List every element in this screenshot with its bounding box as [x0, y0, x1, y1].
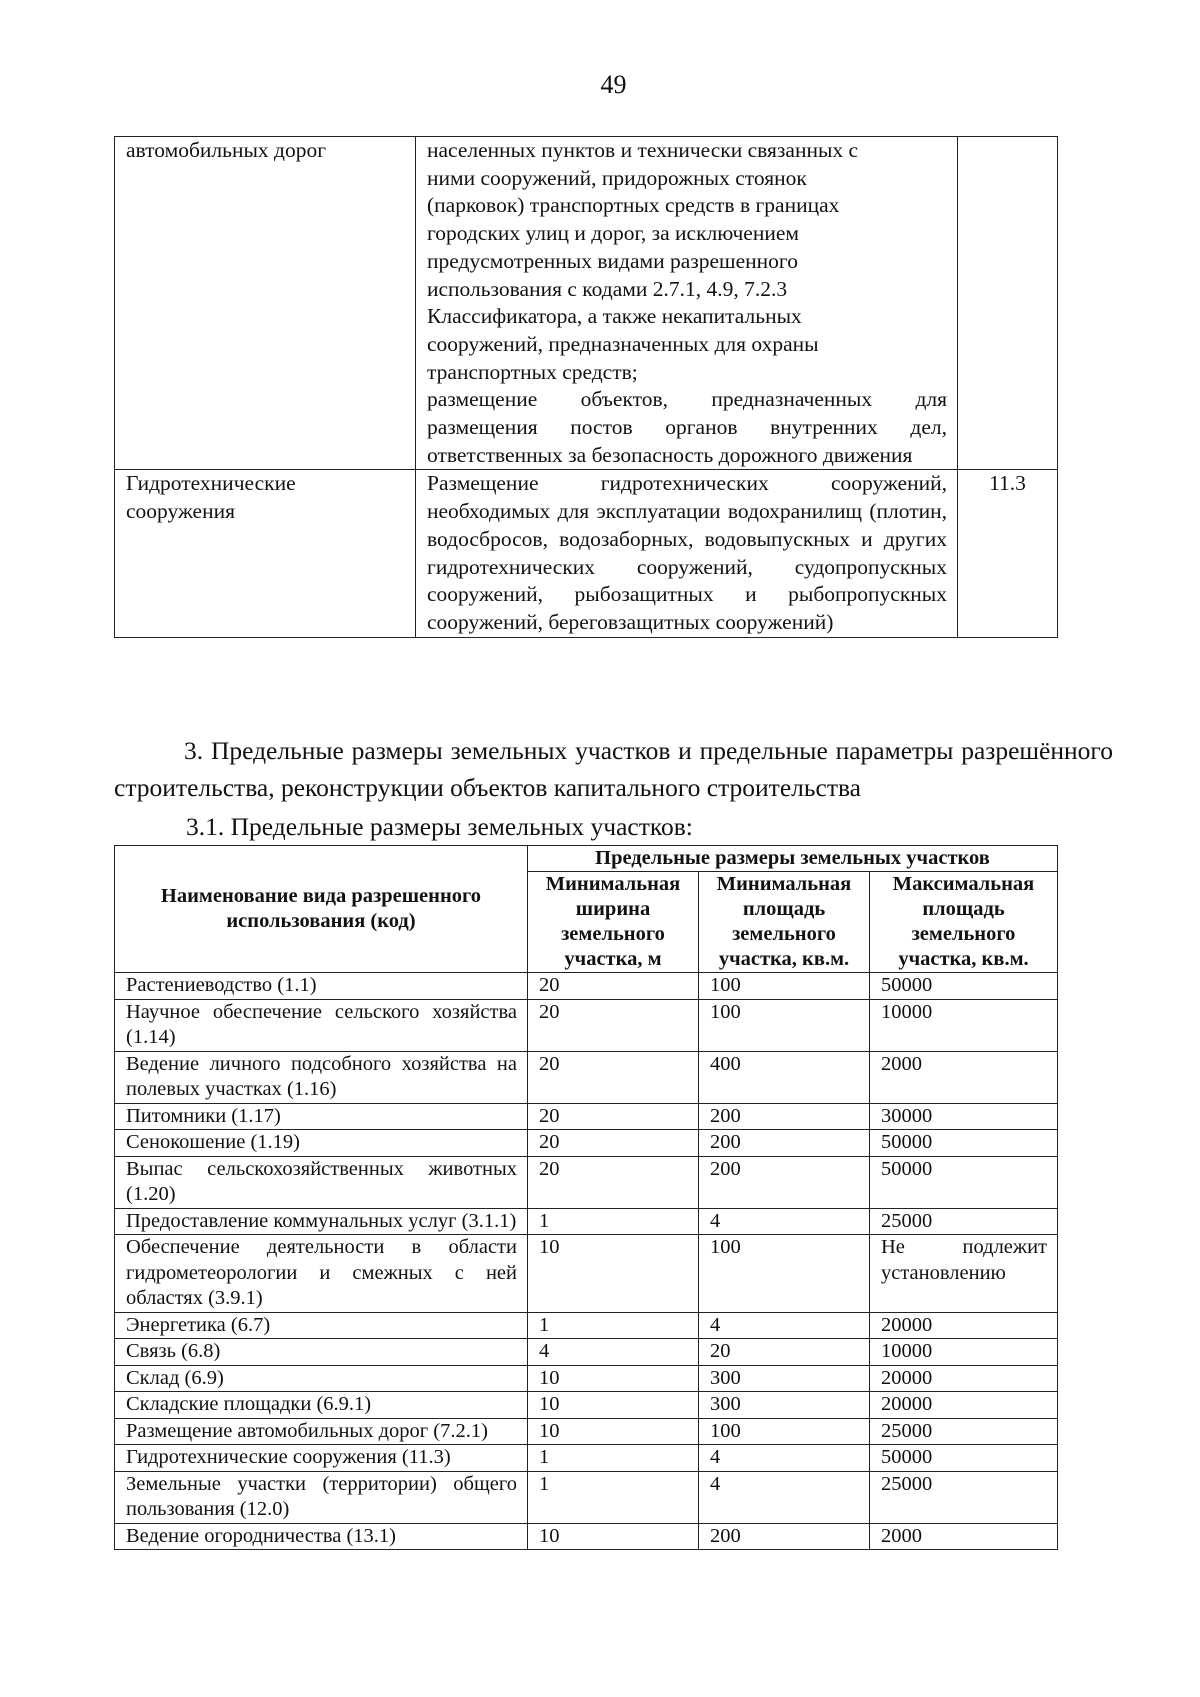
max-area-cell: 20000 — [870, 1365, 1058, 1392]
use-name-cell: автомобильных дорог — [115, 137, 416, 470]
min-area-cell: 300 — [699, 1392, 870, 1419]
table-row — [115, 1312, 1058, 1339]
use-name-cell: Сенокошение (1.19) — [115, 1130, 528, 1157]
description-paragraph: Размещение гидротехнических сооружений, необходимых для эксплуатации водохранилищ (плотин, водосбросов, водозаборных, водовыпускных и других гидротехнических сооружений, судопропускных сооружений, рыбозащитных и рыбопропускных сооружений, береговзащитных сооружений) — [427, 471, 947, 634]
max-area-cell: 50000 — [870, 1445, 1058, 1472]
column-header-min-width: Минимальная ширина земельного участка, м — [528, 872, 699, 973]
use-name-cell: Ведение личного подсобного хозяйства на полевых участках (1.16) — [115, 1051, 528, 1103]
table-row — [115, 1156, 1058, 1208]
min-area-cell: 300 — [699, 1365, 870, 1392]
table-row — [115, 1235, 1058, 1313]
min-width-cell: 10 — [528, 1523, 699, 1550]
table-row — [115, 1365, 1058, 1392]
description-line: транспортных средств; — [427, 359, 638, 384]
use-name-cell: Складские площадки (6.9.1) — [115, 1392, 528, 1419]
table-row — [115, 1471, 1058, 1523]
description-line: городских улиц и дорог, за исключением — [427, 221, 799, 246]
description-line: предусмотренных видами разрешенного — [427, 248, 798, 273]
code-cell — [958, 137, 1058, 470]
min-area-cell: 4 — [699, 1471, 870, 1523]
use-name-cell: Научное обеспечение сельского хозяйства (1.14) — [115, 999, 528, 1051]
min-area-cell: 200 — [699, 1130, 870, 1157]
description-line: населенных пунктов и технически связанных с — [427, 138, 859, 162]
min-area-cell: 200 — [699, 1156, 870, 1208]
table-row — [115, 1523, 1058, 1550]
min-width-cell: 20 — [528, 1130, 699, 1157]
min-area-cell: 100 — [699, 1418, 870, 1445]
min-width-cell: 20 — [528, 999, 699, 1051]
max-area-cell: 10000 — [870, 1339, 1058, 1366]
min-area-cell: 200 — [699, 1523, 870, 1550]
min-area-cell: 4 — [699, 1445, 870, 1472]
table-row — [115, 1445, 1058, 1472]
description-line: ними сооружений, придорожных стоянок — [427, 165, 807, 190]
column-header-max-area: Максимальная площадь земельного участка, кв.м. — [870, 872, 1058, 973]
min-width-cell: 10 — [528, 1392, 699, 1419]
column-header-min-area: Минимальная площадь земельного участка, кв.м. — [699, 872, 870, 973]
table-row — [115, 999, 1058, 1051]
table-row — [115, 1130, 1058, 1157]
table-row — [115, 973, 1058, 1000]
table-row — [115, 1418, 1058, 1445]
column-group-header: Предельные размеры земельных участков — [528, 846, 1058, 872]
use-name-cell: Растениеводство (1.1) — [115, 973, 528, 1000]
use-name-cell: Гидротехнические сооружения (11.3) — [115, 1445, 528, 1472]
min-width-cell: 20 — [528, 1051, 699, 1103]
use-name-cell: Связь (6.8) — [115, 1339, 528, 1366]
plot-size-limits-table — [114, 845, 1058, 1550]
min-width-cell: 1 — [528, 1471, 699, 1523]
min-area-cell: 400 — [699, 1051, 870, 1103]
use-description-cell — [416, 137, 958, 470]
min-width-cell: 10 — [528, 1418, 699, 1445]
table-row — [115, 1103, 1058, 1130]
description-paragraph: размещение объектов, предназначенных для размещения постов органов внутренних дел, ответственных за безопасность дорожного движения — [427, 387, 947, 467]
section-heading: 3. Предельные размеры земельных участков и предельные параметры разрешённого строительства, реконструкции объектов капитального строительства — [114, 736, 1113, 802]
use-name-cell: Предоставление коммунальных услуг (3.1.1) — [115, 1208, 528, 1235]
subsection-heading: 3.1. Предельные размеры земельных участков: — [186, 812, 693, 841]
min-area-cell: 100 — [699, 999, 870, 1051]
use-name-cell: Гидротехнические сооружения — [115, 470, 416, 637]
min-area-cell: 4 — [699, 1312, 870, 1339]
max-area-cell: 2000 — [870, 1523, 1058, 1550]
use-name-cell: Ведение огородничества (13.1) — [115, 1523, 528, 1550]
min-area-cell: 100 — [699, 1235, 870, 1313]
max-area-cell: 2000 — [870, 1051, 1058, 1103]
use-name-cell: Размещение автомобильных дорог (7.2.1) — [115, 1418, 528, 1445]
min-width-cell: 10 — [528, 1365, 699, 1392]
description-line: сооружений, предназначенных для охраны — [427, 331, 819, 356]
use-name-cell: Питомники (1.17) — [115, 1103, 528, 1130]
min-width-cell: 20 — [528, 1103, 699, 1130]
max-area-cell: 50000 — [870, 1130, 1058, 1157]
use-name-cell: Энергетика (6.7) — [115, 1312, 528, 1339]
use-name-cell: Обеспечение деятельности в области гидрометеорологии и смежных с ней областях (3.9.1) — [115, 1235, 528, 1313]
max-area-cell: 20000 — [870, 1392, 1058, 1419]
min-area-cell: 200 — [699, 1103, 870, 1130]
use-name-cell: Выпас сельскохозяйственных животных (1.20) — [115, 1156, 528, 1208]
table-row — [115, 1208, 1058, 1235]
table-row — [115, 1392, 1058, 1419]
max-area-cell: 50000 — [870, 973, 1058, 1000]
land-use-table-continuation — [114, 136, 1058, 638]
use-name-cell: Земельные участки (территории) общего пользования (12.0) — [115, 1471, 528, 1523]
table-header-row — [115, 846, 1058, 872]
min-area-cell: 20 — [699, 1339, 870, 1366]
page-number: 49 — [600, 70, 627, 99]
min-area-cell: 100 — [699, 973, 870, 1000]
table-row — [115, 1339, 1058, 1366]
max-area-cell: 25000 — [870, 1418, 1058, 1445]
use-description-cell — [416, 470, 958, 637]
min-width-cell: 10 — [528, 1235, 699, 1313]
max-area-cell: 20000 — [870, 1312, 1058, 1339]
min-width-cell: 20 — [528, 973, 699, 1000]
min-width-cell: 1 — [528, 1445, 699, 1472]
min-area-cell: 4 — [699, 1208, 870, 1235]
min-width-cell: 1 — [528, 1208, 699, 1235]
max-area-cell: Не подлежит установлению — [870, 1235, 1058, 1313]
description-line: использования с кодами 2.7.1, 4.9, 7.2.3 — [427, 276, 788, 301]
use-name-cell: Склад (6.9) — [115, 1365, 528, 1392]
max-area-cell: 25000 — [870, 1471, 1058, 1523]
description-line: Классификатора, а также некапитальных — [427, 304, 802, 329]
min-width-cell: 1 — [528, 1312, 699, 1339]
max-area-cell: 50000 — [870, 1156, 1058, 1208]
min-width-cell: 20 — [528, 1156, 699, 1208]
code-cell: 11.3 — [958, 470, 1058, 637]
max-area-cell: 30000 — [870, 1103, 1058, 1130]
table-row — [115, 470, 1058, 637]
column-header-use-name: Наименование вида разрешенного использования (код) — [115, 846, 528, 973]
min-width-cell: 4 — [528, 1339, 699, 1366]
table-row — [115, 1051, 1058, 1103]
max-area-cell: 25000 — [870, 1208, 1058, 1235]
description-line: (парковок) транспортных средств в границах — [427, 193, 840, 218]
max-area-cell: 10000 — [870, 999, 1058, 1051]
table-row — [115, 137, 1058, 470]
